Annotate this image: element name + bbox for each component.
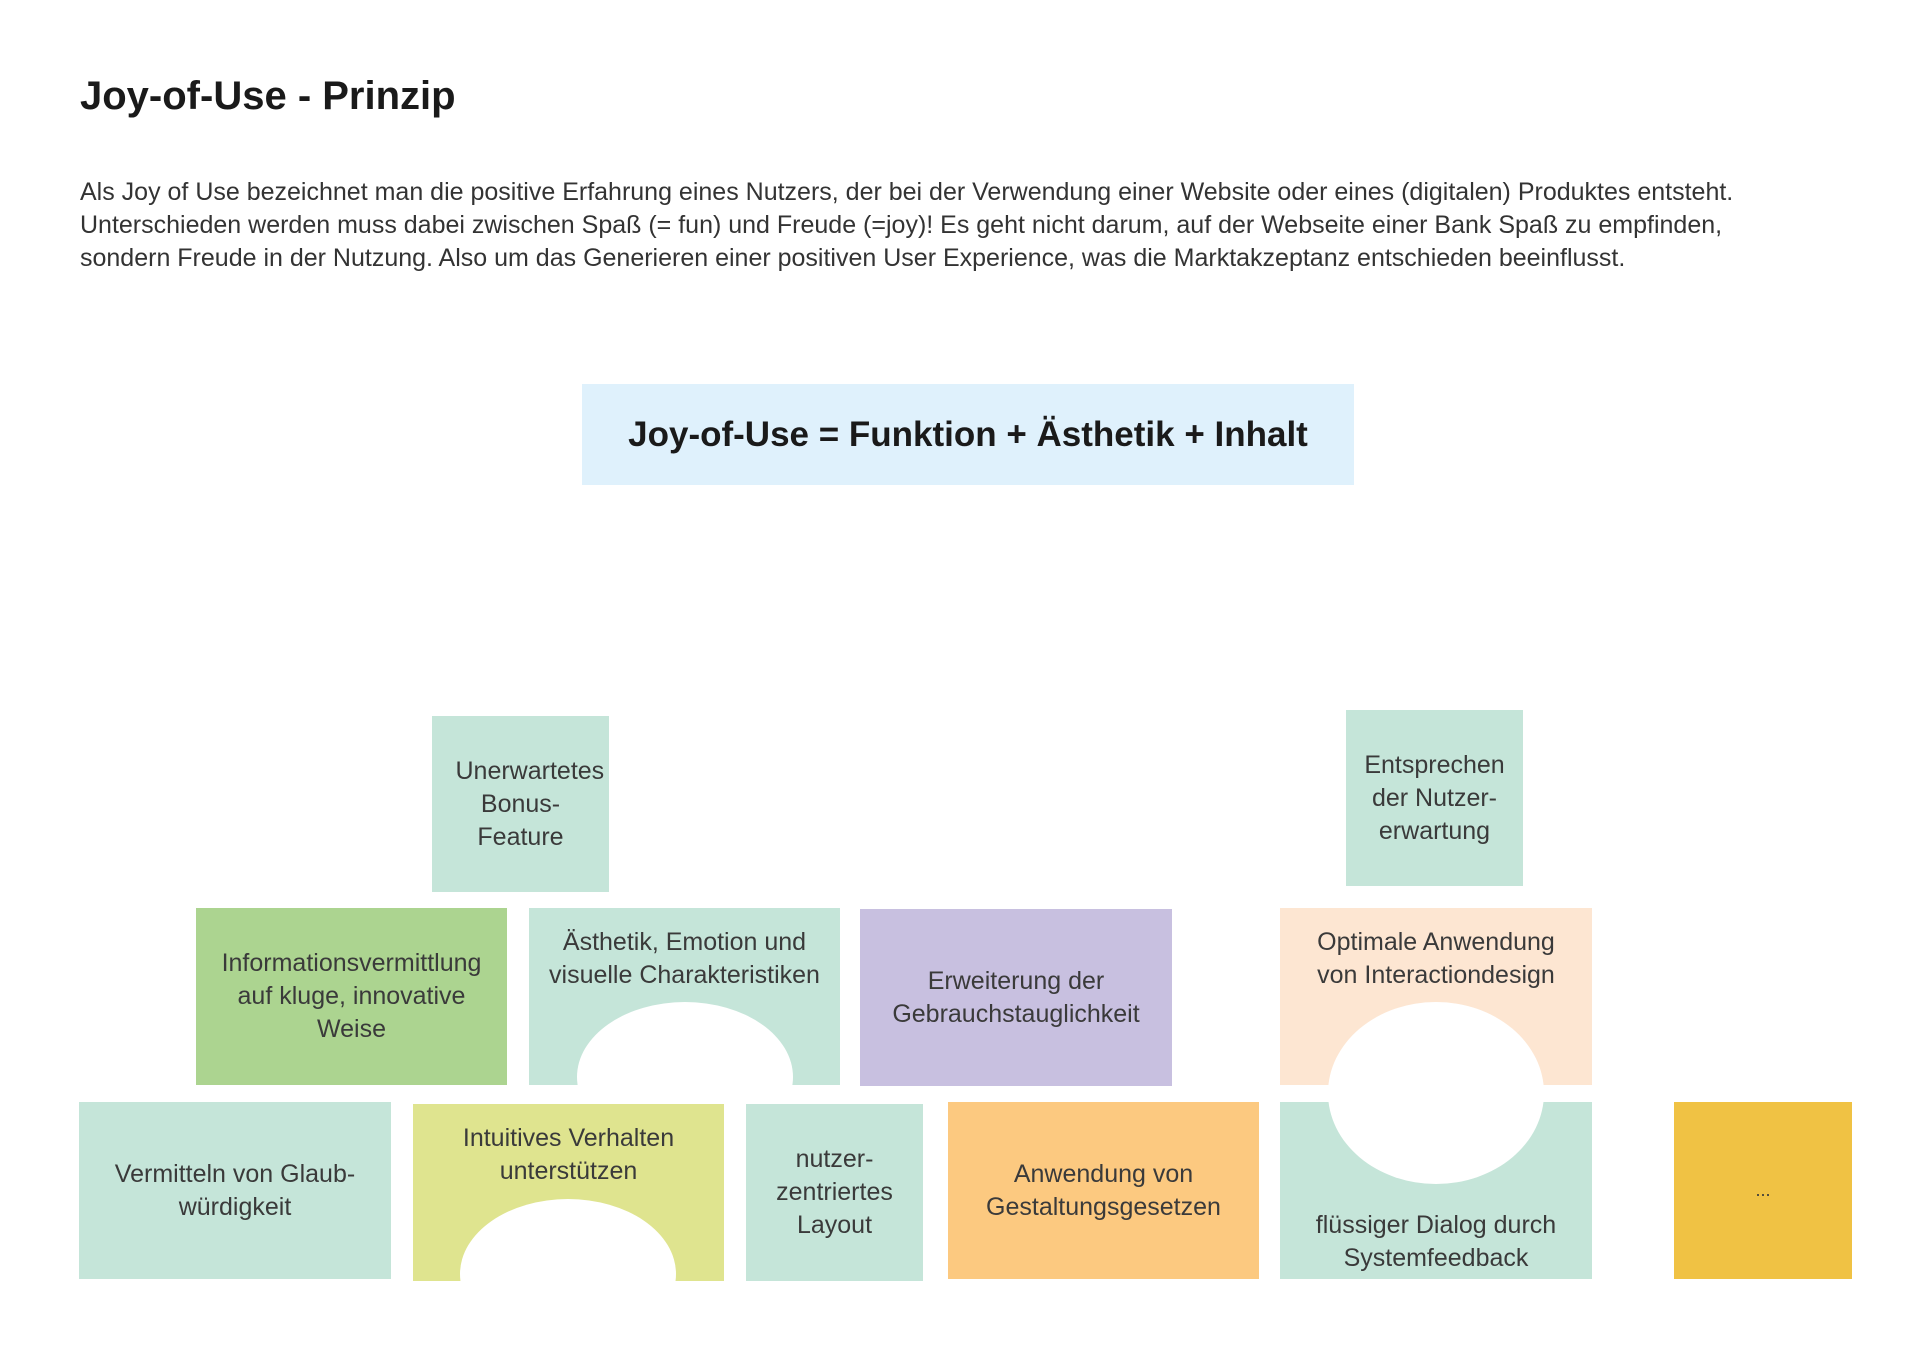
block-glaubwuerdigkeit (79, 1102, 391, 1279)
oval-cutout (1328, 1002, 1544, 1184)
arch-cutout (460, 1199, 676, 1281)
block-nutzer-erwartung-label: Entsprechen der Nutzer-erwartung (1364, 750, 1505, 845)
block-ellipsis (1674, 1102, 1852, 1279)
block-bonus-feature (432, 716, 609, 892)
block-glaubwuerdigkeit-label: Vermitteln von Glaub-würdigkeit (114, 1159, 356, 1221)
formula-box: Joy-of-Use = Funktion + Ästhetik + Inhalt (582, 384, 1354, 485)
block-intuitiv (413, 1104, 724, 1281)
block-systemfeedback-label: flüssiger Dialog durch Systemfeedback (1315, 1211, 1557, 1272)
intro-line-3: sondern Freude in der Nutzung. Also um das Generieren einer positiven User Experience, was die Marktakzeptanz entschieden beeinflusst. (80, 244, 1626, 272)
block-layout (746, 1104, 923, 1281)
block-gestaltungsgesetze (948, 1102, 1259, 1279)
block-informationsvermittlung-label: Informationsvermittlung auf kluge, innovative Weise (221, 949, 482, 1043)
block-nutzer-erwartung (1346, 710, 1523, 886)
block-bonus-feature-label: Unerwartetes Bonus-Feature (455, 756, 605, 851)
block-interactiondesign-label: Optimale Anwendung von Interactiondesign (1317, 928, 1555, 989)
intro-line-1: Als Joy of Use bezeichnet man die positive Erfahrung eines Nutzers, der bei der Verwendung einer Website oder eines (digitalen) Produktes entsteht. (80, 178, 1734, 206)
block-gestaltungsgesetze-label: Anwendung von Gestaltungsgesetzen (986, 1159, 1221, 1221)
block-layout-label: nutzer-zentriertes Layout (776, 1145, 893, 1239)
block-erweiterung (860, 909, 1172, 1086)
page-title: Joy-of-Use - Prinzip (80, 74, 456, 118)
intro-paragraph (80, 176, 1870, 275)
block-aesthetik-label: Ästhetik, Emotion und visuelle Charakteristiken (549, 928, 820, 989)
arch-cutout (577, 1002, 793, 1085)
block-aesthetik (529, 908, 840, 1085)
block-erweiterung-label: Erweiterung der Gebrauchstauglichkeit (892, 966, 1140, 1028)
block-intuitiv-label: Intuitives Verhalten unterstützen (462, 1124, 675, 1185)
block-informationsvermittlung (196, 908, 507, 1085)
block-ellipsis-label: ... (1755, 1180, 1771, 1200)
intro-line-2: Unterschieden werden muss dabei zwischen Spaß (= fun) und Freude (=joy)! Es geht nicht darum, auf der Webseite einer Bank Spaß zu empfinden, (80, 211, 1723, 239)
